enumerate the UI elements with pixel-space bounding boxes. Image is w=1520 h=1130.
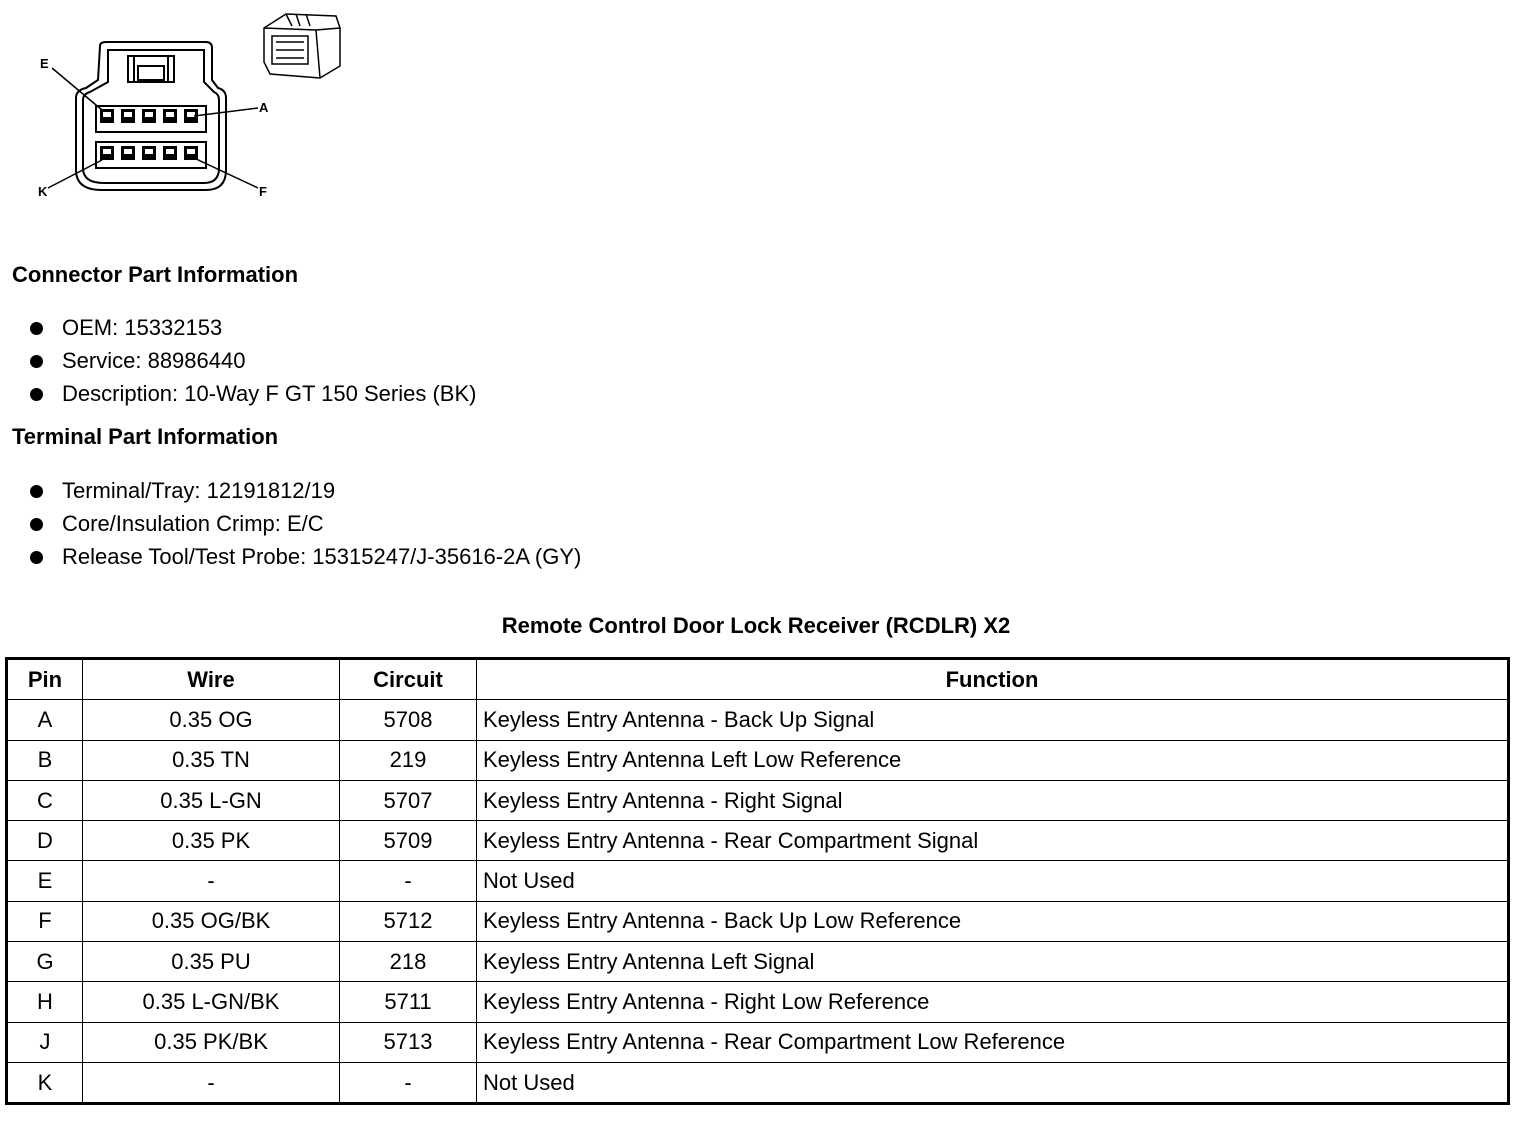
cell-pin: E xyxy=(7,861,83,901)
bullet-icon xyxy=(30,551,43,564)
terminal-part-info-list xyxy=(30,478,581,577)
cell-circuit: 5708 xyxy=(340,700,477,740)
cell-function: Keyless Entry Antenna - Rear Compartment Signal xyxy=(477,821,1509,861)
cell-circuit: 219 xyxy=(340,740,477,780)
cell-wire: 0.35 L-GN xyxy=(83,780,340,820)
connector-oem: OEM: 15332153 xyxy=(62,315,223,340)
cell-pin: B xyxy=(7,740,83,780)
cell-function: Keyless Entry Antenna - Right Low Reference xyxy=(477,982,1509,1022)
cell-wire: 0.35 OG xyxy=(83,700,340,740)
cell-wire: 0.35 OG/BK xyxy=(83,901,340,941)
terminal-tray: Terminal/Tray: 12191812/19 xyxy=(62,478,336,503)
cell-pin: D xyxy=(7,821,83,861)
list-item xyxy=(30,544,581,577)
cell-pin: H xyxy=(7,982,83,1022)
cell-wire: - xyxy=(83,1062,340,1103)
list-item xyxy=(30,315,476,348)
cell-pin: A xyxy=(7,700,83,740)
table-row xyxy=(7,1062,1509,1103)
cell-pin: C xyxy=(7,780,83,820)
bullet-icon xyxy=(30,388,43,401)
pinout-table xyxy=(5,657,1510,1105)
table-row xyxy=(7,1022,1509,1062)
list-item xyxy=(30,478,581,511)
pin-label-a: A xyxy=(259,100,269,115)
cell-circuit: - xyxy=(340,861,477,901)
terminal-part-info-heading: Terminal Part Information xyxy=(12,424,279,449)
cell-wire: - xyxy=(83,861,340,901)
table-header-row xyxy=(7,659,1509,700)
cell-pin: F xyxy=(7,901,83,941)
connector-latch-tab xyxy=(138,66,164,80)
cell-function: Keyless Entry Antenna - Rear Compartment Low Reference xyxy=(477,1022,1509,1062)
cell-wire: 0.35 TN xyxy=(83,740,340,780)
table-row xyxy=(7,700,1509,740)
cell-circuit: 5709 xyxy=(340,821,477,861)
cell-function: Keyless Entry Antenna - Right Signal xyxy=(477,780,1509,820)
list-item xyxy=(30,381,476,414)
table-row xyxy=(7,901,1509,941)
cell-wire: 0.35 PU xyxy=(83,942,340,982)
cell-circuit: 5707 xyxy=(340,780,477,820)
bullet-icon xyxy=(30,322,43,335)
table-row xyxy=(7,780,1509,820)
cell-pin: G xyxy=(7,942,83,982)
cell-pin: J xyxy=(7,1022,83,1062)
bullet-icon xyxy=(30,355,43,368)
cell-circuit: - xyxy=(340,1062,477,1103)
connector-thumbnail xyxy=(264,14,340,78)
cell-wire: 0.35 PK/BK xyxy=(83,1022,340,1062)
list-item xyxy=(30,348,476,381)
table-row xyxy=(7,982,1509,1022)
table-row xyxy=(7,740,1509,780)
cell-circuit: 5712 xyxy=(340,901,477,941)
cell-wire: 0.35 L-GN/BK xyxy=(83,982,340,1022)
table-title: Remote Control Door Lock Receiver (RCDLR) X2 xyxy=(501,613,1011,638)
bullet-icon xyxy=(30,518,43,531)
connector-part-info-list xyxy=(30,315,476,414)
pin-label-f: F xyxy=(259,184,267,199)
bullet-icon xyxy=(30,485,43,498)
list-item xyxy=(30,511,581,544)
connector-description: Description: 10-Way F GT 150 Series (BK) xyxy=(62,381,477,406)
header-wire: Wire xyxy=(83,659,340,700)
pin-label-k: K xyxy=(38,184,48,199)
header-pin: Pin xyxy=(7,659,83,700)
header-function: Function xyxy=(477,659,1509,700)
terminal-crimp: Core/Insulation Crimp: E/C xyxy=(62,511,324,536)
cell-function: Keyless Entry Antenna - Back Up Low Reference xyxy=(477,901,1509,941)
cell-function: Not Used xyxy=(477,861,1509,901)
header-circuit: Circuit xyxy=(340,659,477,700)
cell-function: Keyless Entry Antenna - Back Up Signal xyxy=(477,700,1509,740)
cell-wire: 0.35 PK xyxy=(83,821,340,861)
cell-circuit: 5713 xyxy=(340,1022,477,1062)
cell-circuit: 5711 xyxy=(340,982,477,1022)
connector-part-info-heading: Connector Part Information xyxy=(12,262,299,287)
pin-label-e: E xyxy=(40,56,49,71)
cell-circuit: 218 xyxy=(340,942,477,982)
cell-pin: K xyxy=(7,1062,83,1103)
terminal-release-tool: Release Tool/Test Probe: 15315247/J-35616-2A (GY) xyxy=(62,544,582,569)
table-row xyxy=(7,942,1509,982)
connector-service: Service: 88986440 xyxy=(62,348,246,373)
table-row xyxy=(7,861,1509,901)
cell-function: Keyless Entry Antenna Left Signal xyxy=(477,942,1509,982)
table-row xyxy=(7,821,1509,861)
connector-diagram xyxy=(30,8,360,208)
cell-function: Not Used xyxy=(477,1062,1509,1103)
cell-function: Keyless Entry Antenna Left Low Reference xyxy=(477,740,1509,780)
